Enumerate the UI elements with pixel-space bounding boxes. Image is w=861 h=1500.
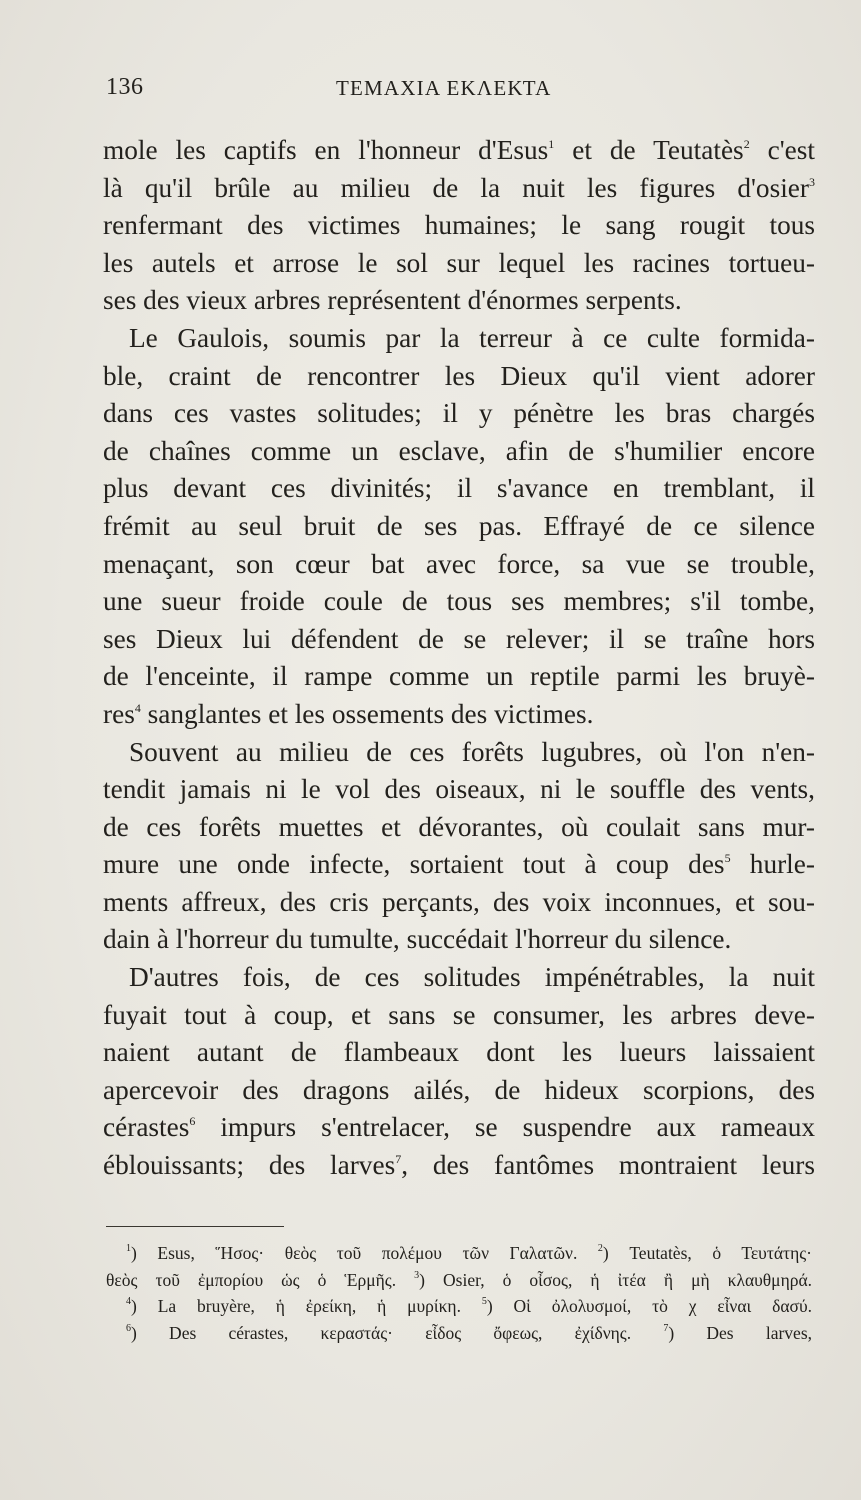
running-head: ΤΕΜΑΧΙΑ ΕΚΛΕΚΤΑ bbox=[336, 76, 552, 100]
main-text bbox=[103, 132, 815, 1185]
footnote-line bbox=[106, 1320, 812, 1347]
text-segment: mole les captifs en l'honneur d'Esus bbox=[103, 135, 549, 165]
text-line bbox=[103, 282, 815, 320]
text-segment: ) Des cérastes, κεραστάς· εἶδος ὄφεως, ἐχίδνης. bbox=[131, 1322, 664, 1343]
text-segment: , des fantômes montraient leurs bbox=[401, 1150, 815, 1181]
text-line bbox=[103, 696, 815, 734]
footnote-line bbox=[106, 1293, 812, 1320]
text-line bbox=[103, 320, 815, 358]
text-segment: de ces forêts muettes et dévorantes, où coulait sans mur- bbox=[103, 811, 815, 842]
text-segment: cérastes bbox=[103, 1112, 190, 1143]
footnote-line bbox=[106, 1240, 812, 1267]
page-header bbox=[106, 74, 812, 104]
footnote-ref: 6 bbox=[126, 1322, 131, 1334]
text-line bbox=[103, 1147, 815, 1185]
text-line bbox=[103, 1034, 815, 1072]
footnote-ref: 5 bbox=[481, 1296, 487, 1307]
text-line bbox=[103, 470, 815, 508]
footnote-ref: 7 bbox=[663, 1322, 669, 1334]
text-segment: sanglantes et les ossements des victimes. bbox=[140, 698, 594, 729]
text-line bbox=[103, 433, 815, 471]
text-line bbox=[103, 884, 815, 922]
text-segment: plus devant ces divinités; il s'avance en tremblant, il bbox=[103, 473, 815, 504]
text-line bbox=[103, 959, 815, 997]
text-segment: ) Teutatès, ὁ Τευτάτης· bbox=[602, 1243, 812, 1263]
text-line bbox=[103, 546, 815, 584]
footnote-ref: 3 bbox=[809, 174, 815, 189]
text-segment: naient autant de flambeaux dont les lueurs laissaient bbox=[103, 1037, 815, 1068]
text-segment: ) Οἱ ὀλολυσμοί, τὸ χ εἶναι δασύ. bbox=[486, 1296, 812, 1316]
footnote-ref: 2 bbox=[743, 137, 750, 151]
footnote-ref: 3 bbox=[414, 1269, 420, 1281]
text-segment: là qu'il brûle au milieu de la nuit les figures d'osier bbox=[103, 172, 809, 203]
text-segment: Le Gaulois, soumis par la terreur à ce culte formida- bbox=[129, 322, 815, 353]
text-segment: fuyait tout à coup, et sans se consumer, les arbres deve- bbox=[103, 999, 815, 1030]
text-segment: une sueur froide coule de tous ses membres; s'il tombe, bbox=[103, 586, 815, 617]
text-segment: hurle- bbox=[730, 849, 815, 880]
text-segment: renfermant des victimes humaines; le sang rougit tous bbox=[103, 210, 815, 241]
text-segment: ses des vieux arbres représentent d'énormes serpents. bbox=[103, 285, 682, 316]
text-segment: ) Esus, Ἥσος· θεὸς τοῦ πολέμου τῶν Γαλατῶν. bbox=[131, 1243, 598, 1263]
text-line bbox=[103, 997, 815, 1035]
text-segment: D'autres fois, de ces solitudes impénétrables, la nuit bbox=[129, 962, 815, 993]
text-segment: de l'enceinte, il rampe comme un reptile parmi les bruyè- bbox=[103, 661, 815, 692]
footnote-ref: 4 bbox=[126, 1296, 131, 1307]
text-segment: ) Osier, ὁ οἶσος, ἡ ἰτέα ἢ μὴ κλαυθμηρά. bbox=[419, 1269, 812, 1290]
text-line bbox=[103, 132, 815, 170]
footnote-ref: 7 bbox=[395, 1152, 402, 1167]
text-segment: impurs s'entrelacer, se suspendre aux rameaux bbox=[195, 1112, 815, 1143]
text-line bbox=[103, 734, 815, 772]
text-line bbox=[103, 809, 815, 847]
text-line bbox=[103, 358, 815, 396]
text-segment: ) Des larves, bbox=[668, 1322, 813, 1343]
footnote-ref: 1 bbox=[126, 1243, 131, 1254]
text-line bbox=[103, 170, 815, 208]
text-segment: θεὸς τοῦ ἐμπορίου ὡς ὁ Ἑρμῆς. bbox=[106, 1269, 415, 1290]
text-line bbox=[103, 207, 815, 245]
text-line bbox=[103, 245, 815, 283]
text-line bbox=[103, 658, 815, 696]
text-segment: mure une onde infecte, sortaient tout à coup des bbox=[103, 849, 725, 880]
footnotes bbox=[106, 1240, 812, 1346]
text-segment: dans ces vastes solitudes; il y pénètre les bras chargés bbox=[103, 398, 815, 429]
text-segment: dain à l'horreur du tumulte, succédait l'horreur du silence. bbox=[103, 924, 732, 955]
text-segment: c'est bbox=[749, 135, 815, 165]
footnote-ref: 6 bbox=[189, 1114, 196, 1129]
text-segment: éblouissants; des larves bbox=[103, 1150, 396, 1181]
text-segment: ) La bruyère, ἡ ἐρείκη, ἡ μυρίκη. bbox=[131, 1296, 482, 1316]
footnote-rule bbox=[106, 1226, 284, 1227]
text-line bbox=[103, 921, 815, 959]
footnote-ref: 4 bbox=[134, 700, 141, 715]
page-number: 136 bbox=[106, 74, 144, 100]
text-line bbox=[103, 846, 815, 884]
text-line bbox=[103, 1109, 815, 1147]
text-segment: Souvent au milieu de ces forêts lugubres, où l'on n'en- bbox=[129, 736, 815, 767]
text-segment: ments affreux, des cris perçants, des voix inconnues, et sou- bbox=[103, 886, 815, 917]
footnote-ref: 2 bbox=[597, 1243, 603, 1254]
text-segment: apercevoir des dragons ailés, de hideux scorpions, des bbox=[103, 1074, 815, 1105]
footnote-ref: 1 bbox=[548, 137, 555, 151]
text-segment: tendit jamais ni le vol des oiseaux, ni le souffle des vents, bbox=[103, 774, 815, 805]
text-line bbox=[103, 621, 815, 659]
text-line bbox=[103, 508, 815, 546]
text-segment: ses Dieux lui défendent de se relever; il se traîne hors bbox=[103, 623, 815, 654]
text-line bbox=[103, 1072, 815, 1110]
text-segment: de chaînes comme un esclave, afin de s'humilier encore bbox=[103, 435, 815, 466]
text-line bbox=[103, 583, 815, 621]
text-segment: res bbox=[103, 698, 135, 729]
text-segment: frémit au seul bruit de ses pas. Effrayé de ce silence bbox=[103, 510, 815, 541]
text-segment: ble, craint de rencontrer les Dieux qu'il vient adorer bbox=[103, 360, 815, 391]
footnote-ref: 5 bbox=[724, 851, 731, 866]
text-line bbox=[103, 395, 815, 433]
text-line bbox=[103, 771, 815, 809]
text-segment: menaçant, son cœur bat avec force, sa vue se trouble, bbox=[103, 548, 815, 579]
text-segment: les autels et arrose le sol sur lequel les racines tortueu- bbox=[103, 247, 815, 278]
footnote-line bbox=[106, 1267, 812, 1294]
text-segment: et de Teutatès bbox=[554, 135, 744, 165]
